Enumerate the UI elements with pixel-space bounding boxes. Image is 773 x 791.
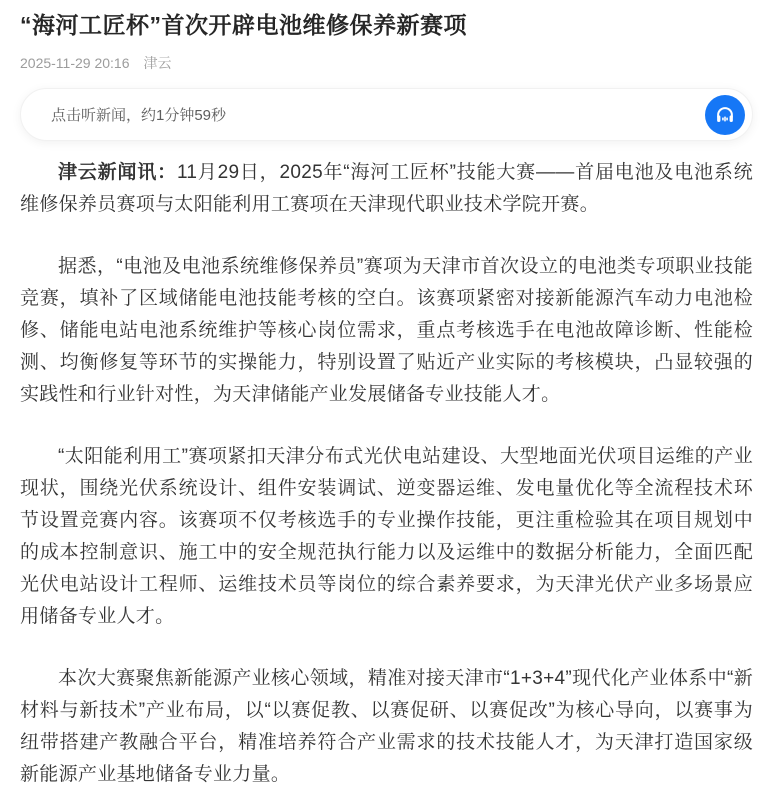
source-name: 津云	[143, 55, 172, 71]
article-body	[20, 157, 753, 791]
paragraph-solar-event: “太阳能利用工”赛项紧扣天津分布式光伏电站建设、大型地面光伏项目运维的产业现状，围绕光伏系统设计、组件安装调试、逆变器运维、发电量优化等全流程技术环节设置竞赛内容。该赛项不仅考核选手的专业操作技能，更注重检验其在项目规划中的成本控制意识、施工中的安全规范执行能力以及运维中的数据分析能力，全面匹配光伏电站设计工程师、运维技术员等岗位的综合素养要求，为天津光伏产业多场景应用储备专业人才。	[20, 446, 753, 627]
paragraph-lead	[20, 157, 753, 221]
article-meta	[20, 53, 753, 73]
lead-text: 11月29日，2025年“海河工匠杯”技能大赛——首届电池及电池系统维修保养员赛项与太阳能利用工赛项在天津现代职业技术学院开赛。	[20, 162, 753, 215]
publish-date: 2025-11-29 20:16	[20, 55, 130, 71]
play-audio-button[interactable]	[705, 95, 745, 135]
headphones-icon	[714, 104, 736, 126]
lead-label: 津云新闻讯：	[58, 162, 177, 183]
paragraph-battery-event: 据悉，“电池及电池系统维修保养员”赛项为天津市首次设立的电池类专项职业技能竞赛，填补了区域储能电池技能考核的空白。该赛项紧密对接新能源汽车动力电池检修、储能电站电池系统维护等核心岗位需求，重点考核选手在电池故障诊断、性能检测、均衡修复等环节的实操能力，特别设置了贴近产业实际的考核模块，凸显较强的实践性和行业针对性，为天津储能产业发展储备专业技能人才。	[20, 256, 753, 405]
listen-news-card[interactable]	[20, 88, 753, 141]
paragraph-industry-summary: 本次大赛聚焦新能源产业核心领域，精准对接天津市“1+3+4”现代化产业体系中“新材料与新技术”产业布局，以“以赛促教、以赛促研、以赛促改”为核心导向，以赛事为纽带搭建产教融合平台，精准培养符合产业需求的技术技能人才，为天津打造国家级新能源产业基地储备专业力量。	[20, 668, 753, 785]
listen-news-label: 点击听新闻，约1分钟59秒	[51, 107, 227, 124]
page-title: “海河工匠杯”首次开辟电池维修保养新赛项	[20, 12, 467, 38]
